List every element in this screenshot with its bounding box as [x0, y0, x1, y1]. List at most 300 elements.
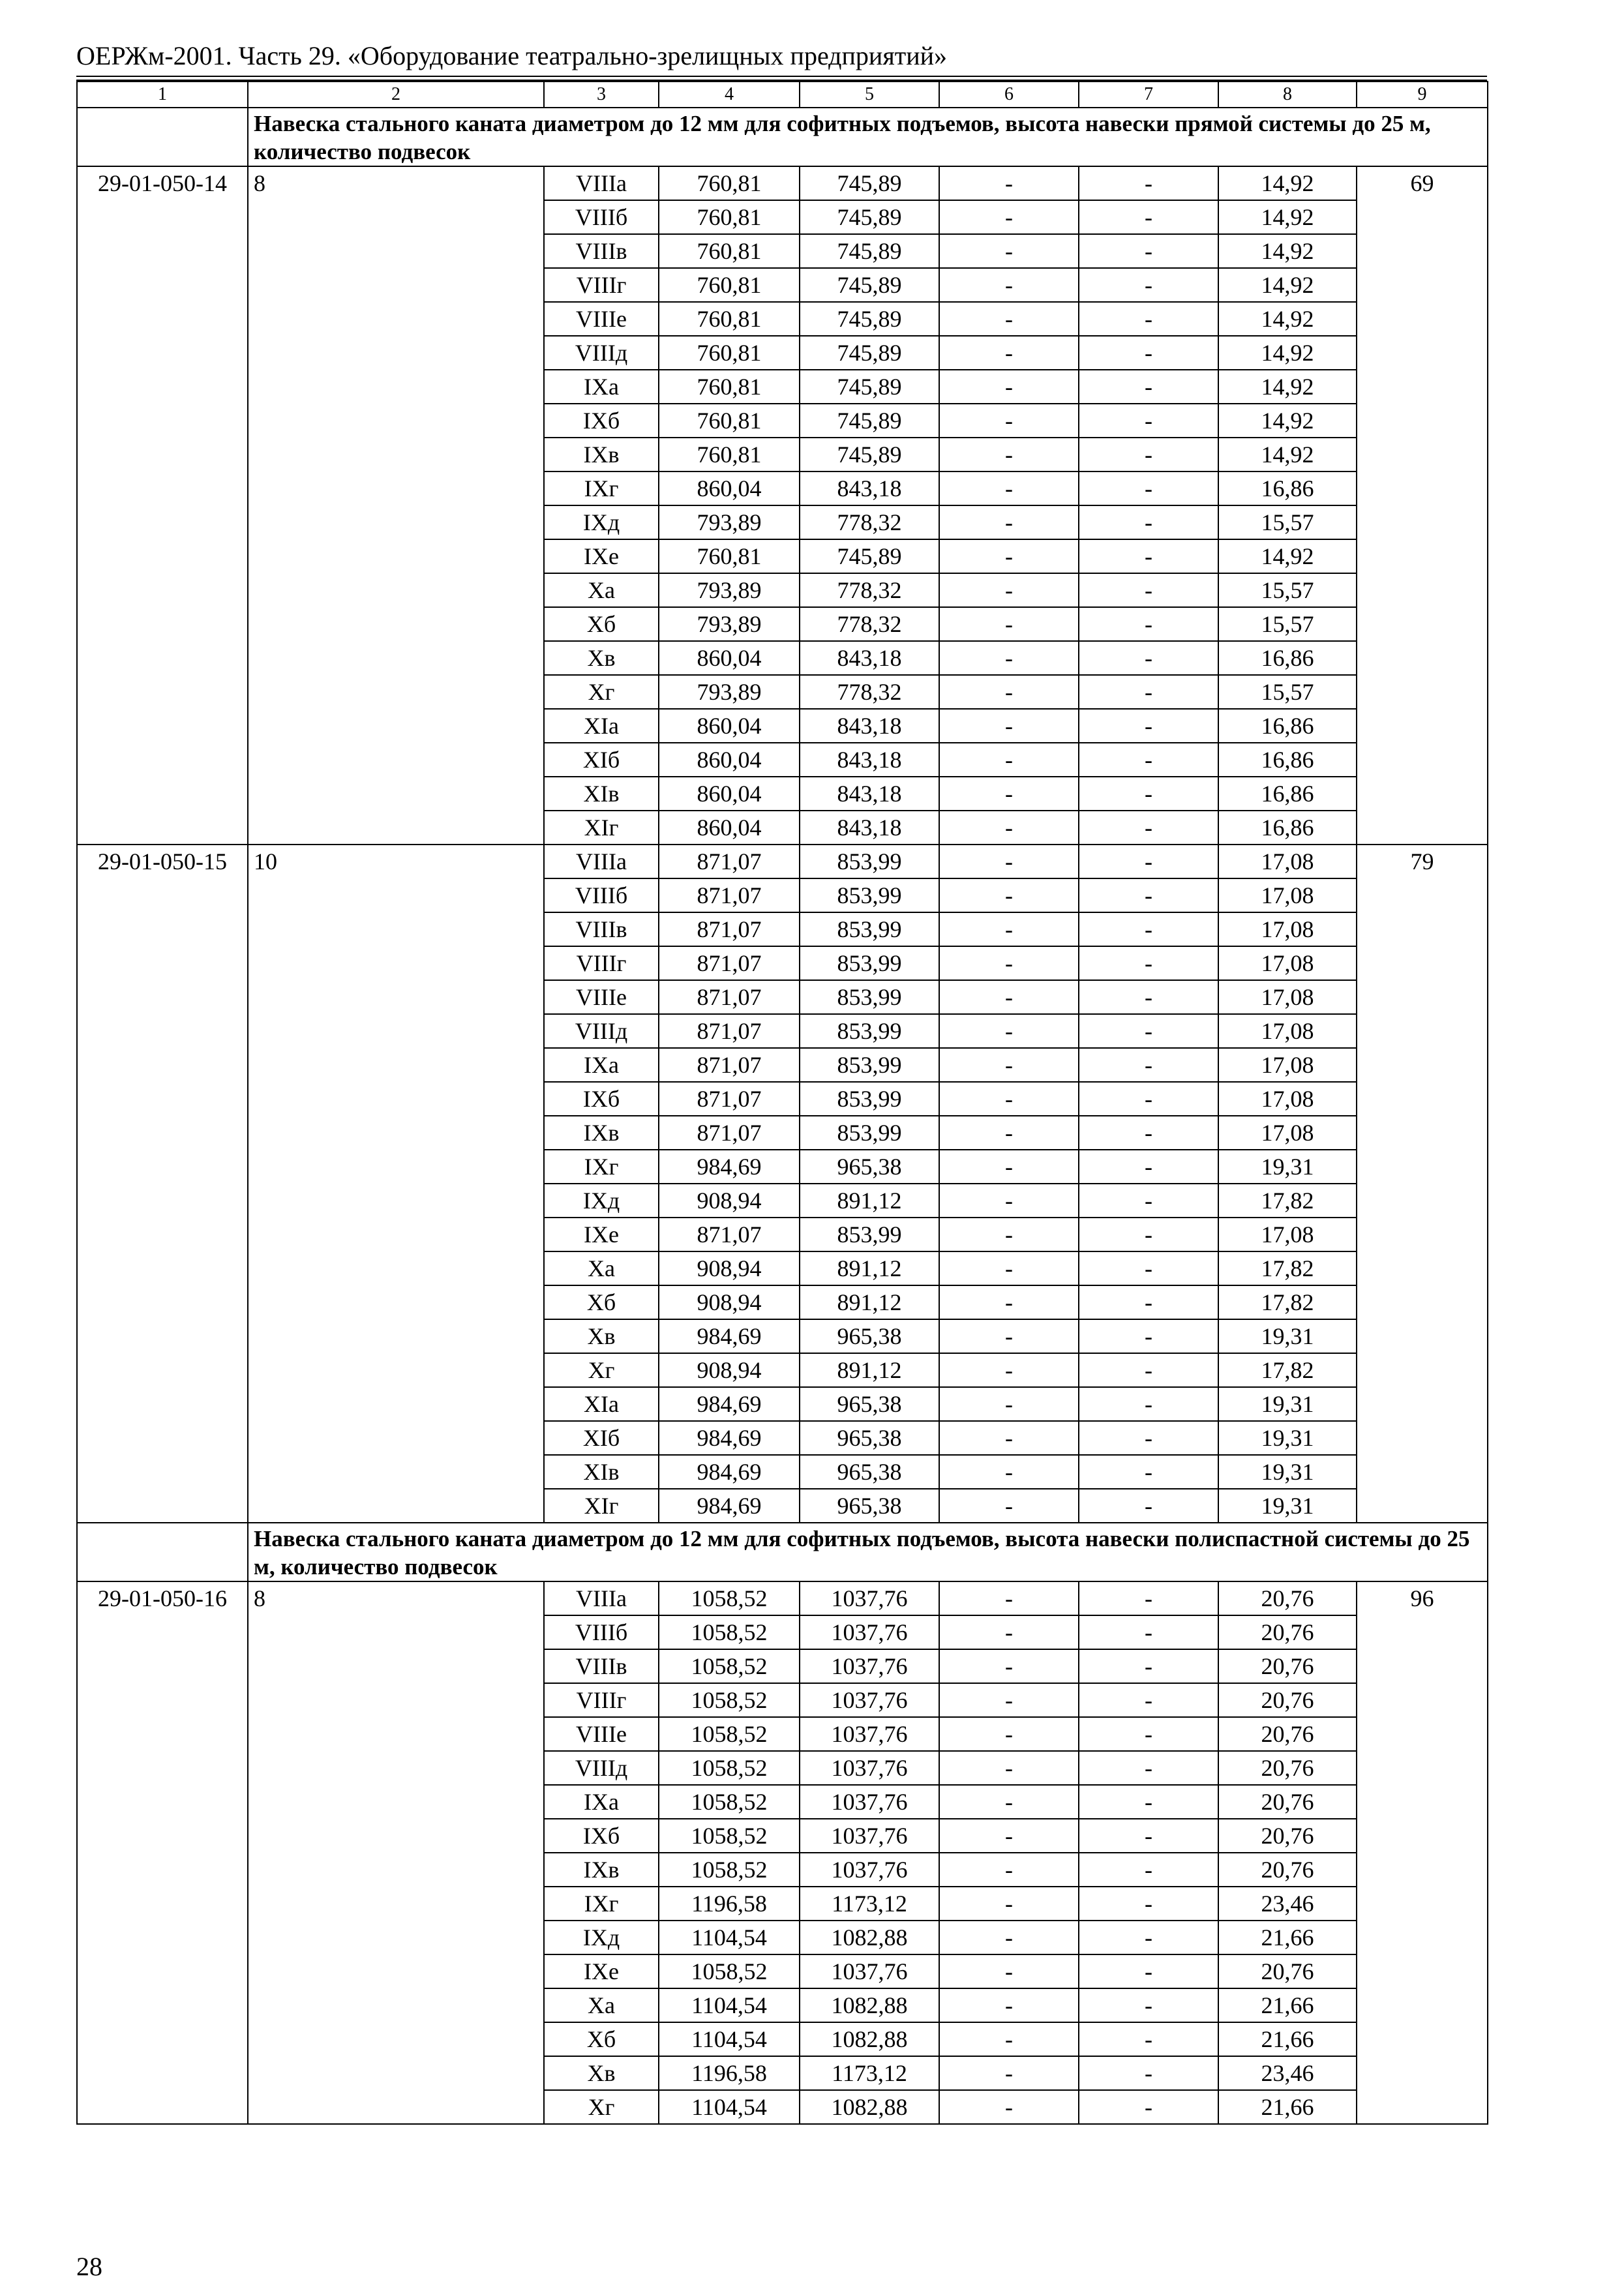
- col8-value: 16,86: [1218, 743, 1357, 777]
- col5-value: 745,89: [800, 268, 939, 302]
- col5-value: 1037,76: [800, 1615, 939, 1649]
- col4-value: 760,81: [659, 370, 800, 404]
- table-row: [77, 845, 1488, 878]
- col8-value: 16,86: [1218, 811, 1357, 845]
- col7-value: -: [1079, 641, 1218, 675]
- zone-code: VIIIа: [544, 166, 659, 200]
- norm-code: 29-01-050-14: [77, 166, 248, 845]
- col7-value: -: [1079, 1683, 1218, 1717]
- col6-value: -: [939, 505, 1079, 539]
- col5-value: 853,99: [800, 878, 939, 912]
- col6-value: -: [939, 1717, 1079, 1751]
- col7-value: -: [1079, 438, 1218, 471]
- section-header-row: [77, 1523, 1488, 1581]
- col7-value: -: [1079, 845, 1218, 878]
- zone-code: IXа: [544, 1048, 659, 1082]
- col5-value: 1082,88: [800, 2090, 939, 2124]
- col8-value: 17,08: [1218, 946, 1357, 980]
- zone-code: IXб: [544, 1819, 659, 1853]
- col6-value: -: [939, 1785, 1079, 1819]
- zone-code: VIIIб: [544, 200, 659, 234]
- col6-value: -: [939, 1251, 1079, 1285]
- col8-value: 20,76: [1218, 1649, 1357, 1683]
- col4-value: 1196,58: [659, 2056, 800, 2090]
- col7-value: -: [1079, 1853, 1218, 1887]
- col6-value: -: [939, 302, 1079, 336]
- col7-value: -: [1079, 777, 1218, 811]
- zone-code: XIб: [544, 1421, 659, 1455]
- col6-value: -: [939, 1184, 1079, 1218]
- zone-code: VIIIд: [544, 1014, 659, 1048]
- col8-value: 17,82: [1218, 1285, 1357, 1319]
- col4-value: 1058,52: [659, 1819, 800, 1853]
- col8-value: 16,86: [1218, 471, 1357, 505]
- col7-value: -: [1079, 539, 1218, 573]
- section-title: Навеска стального каната диаметром до 12 мм для софитных подъемов, высота навески прямой системы до 25 м, количество подвесок: [248, 108, 1488, 166]
- col8-value: 19,31: [1218, 1387, 1357, 1421]
- zone-code: VIIIг: [544, 268, 659, 302]
- col6-value: -: [939, 1387, 1079, 1421]
- col7-value: -: [1079, 1353, 1218, 1387]
- col7-value: -: [1079, 1887, 1218, 1921]
- col6-value: -: [939, 878, 1079, 912]
- col5-value: 891,12: [800, 1353, 939, 1387]
- col5-value: 843,18: [800, 777, 939, 811]
- col8-value: 15,57: [1218, 505, 1357, 539]
- col7-value: -: [1079, 1649, 1218, 1683]
- zone-code: IXе: [544, 539, 659, 573]
- col6-value: -: [939, 200, 1079, 234]
- col8-value: 19,31: [1218, 1455, 1357, 1489]
- col8-value: 17,08: [1218, 1014, 1357, 1048]
- col8-value: 14,92: [1218, 268, 1357, 302]
- col7-value: -: [1079, 404, 1218, 438]
- col6-value: -: [939, 1751, 1079, 1785]
- col7-value: -: [1079, 1581, 1218, 1615]
- col6-value: -: [939, 709, 1079, 743]
- zone-code: IXд: [544, 505, 659, 539]
- col6-value: -: [939, 1014, 1079, 1048]
- col4-value: 860,04: [659, 641, 800, 675]
- column-number: 8: [1218, 82, 1357, 108]
- col6-value: -: [939, 811, 1079, 845]
- col7-value: -: [1079, 573, 1218, 607]
- col8-value: 17,08: [1218, 912, 1357, 946]
- col4-value: 760,81: [659, 539, 800, 573]
- column-number-row: [77, 82, 1488, 108]
- zone-code: VIIIг: [544, 1683, 659, 1717]
- zone-code: IXг: [544, 1150, 659, 1184]
- col4-value: 871,07: [659, 878, 800, 912]
- zone-code: Xг: [544, 1353, 659, 1387]
- col4-value: 1058,52: [659, 1683, 800, 1717]
- col8-value: 14,92: [1218, 404, 1357, 438]
- col8-value: 23,46: [1218, 1887, 1357, 1921]
- zone-code: IXг: [544, 1887, 659, 1921]
- zone-code: XIг: [544, 811, 659, 845]
- col5-value: 853,99: [800, 946, 939, 980]
- col5-value: 745,89: [800, 302, 939, 336]
- col8-value: 19,31: [1218, 1421, 1357, 1455]
- section-header-row: [77, 108, 1488, 166]
- col7-value: -: [1079, 268, 1218, 302]
- col4-value: 1104,54: [659, 2022, 800, 2056]
- col4-value: 871,07: [659, 912, 800, 946]
- col5-value: 843,18: [800, 811, 939, 845]
- col4-value: 908,94: [659, 1184, 800, 1218]
- col6-value: -: [939, 2090, 1079, 2124]
- col5-value: 965,38: [800, 1319, 939, 1353]
- zone-code: IXв: [544, 438, 659, 471]
- column-number: 2: [248, 82, 544, 108]
- col7-value: -: [1079, 675, 1218, 709]
- col7-value: -: [1079, 2056, 1218, 2090]
- col8-value: 17,82: [1218, 1353, 1357, 1387]
- zone-code: XIа: [544, 1387, 659, 1421]
- col6-value: -: [939, 404, 1079, 438]
- col5-value: 843,18: [800, 709, 939, 743]
- zone-code: IXв: [544, 1116, 659, 1150]
- col4-value: 793,89: [659, 607, 800, 641]
- col4-value: 1058,52: [659, 1649, 800, 1683]
- col8-value: 19,31: [1218, 1150, 1357, 1184]
- zone-code: IXг: [544, 471, 659, 505]
- col4-value: 1104,54: [659, 1988, 800, 2022]
- col4-value: 984,69: [659, 1489, 800, 1523]
- col8-value: 21,66: [1218, 2022, 1357, 2056]
- col7-value: -: [1079, 1218, 1218, 1251]
- col5-value: 965,38: [800, 1455, 939, 1489]
- zone-code: VIIIв: [544, 1649, 659, 1683]
- col4-value: 760,81: [659, 404, 800, 438]
- zone-code: IXе: [544, 1954, 659, 1988]
- col7-value: -: [1079, 471, 1218, 505]
- zone-code: IXд: [544, 1184, 659, 1218]
- zone-code: IXе: [544, 1218, 659, 1251]
- zone-code: IXа: [544, 1785, 659, 1819]
- col7-value: -: [1079, 1251, 1218, 1285]
- col4-value: 760,81: [659, 166, 800, 200]
- col7-value: -: [1079, 1184, 1218, 1218]
- column-number: 3: [544, 82, 659, 108]
- col6-value: -: [939, 1615, 1079, 1649]
- col5-value: 853,99: [800, 1014, 939, 1048]
- col4-value: 984,69: [659, 1455, 800, 1489]
- col6-value: -: [939, 607, 1079, 641]
- zone-code: Xб: [544, 607, 659, 641]
- col4-value: 908,94: [659, 1285, 800, 1319]
- col6-value: -: [939, 1954, 1079, 1988]
- col8-value: 14,92: [1218, 438, 1357, 471]
- col4-value: 871,07: [659, 1014, 800, 1048]
- col4-value: 760,81: [659, 336, 800, 370]
- col4-value: 871,07: [659, 946, 800, 980]
- col6-value: -: [939, 166, 1079, 200]
- col4-value: 871,07: [659, 1218, 800, 1251]
- col4-value: 871,07: [659, 980, 800, 1014]
- page-header: [76, 40, 1487, 81]
- col6-value: -: [939, 1683, 1079, 1717]
- col5-value: 965,38: [800, 1489, 939, 1523]
- zone-code: VIIIа: [544, 1581, 659, 1615]
- col4-value: 1058,52: [659, 1751, 800, 1785]
- col5-value: 745,89: [800, 200, 939, 234]
- col6-value: -: [939, 268, 1079, 302]
- col7-value: -: [1079, 1421, 1218, 1455]
- col8-value: 14,92: [1218, 370, 1357, 404]
- col4-value: 1058,52: [659, 1581, 800, 1615]
- col8-value: 17,82: [1218, 1184, 1357, 1218]
- col8-value: 14,92: [1218, 539, 1357, 573]
- col5-value: 1082,88: [800, 1921, 939, 1954]
- col6-value: -: [939, 1353, 1079, 1387]
- col4-value: 984,69: [659, 1387, 800, 1421]
- col5-value: 1037,76: [800, 1954, 939, 1988]
- col5-value: 1037,76: [800, 1751, 939, 1785]
- col8-value: 20,76: [1218, 1717, 1357, 1751]
- col6-value: -: [939, 1218, 1079, 1251]
- col6-value: -: [939, 1455, 1079, 1489]
- col7-value: -: [1079, 1489, 1218, 1523]
- col6-value: -: [939, 1150, 1079, 1184]
- zone-code: Xв: [544, 1319, 659, 1353]
- norm-code: 29-01-050-16: [77, 1581, 248, 2124]
- col8-value: 14,92: [1218, 302, 1357, 336]
- header-rule: [76, 76, 1487, 77]
- col8-value: 17,08: [1218, 980, 1357, 1014]
- col7-value: -: [1079, 2090, 1218, 2124]
- col7-value: -: [1079, 2022, 1218, 2056]
- col8-value: 21,66: [1218, 1988, 1357, 2022]
- col9-value: 79: [1357, 845, 1488, 1523]
- suspension-count: 8: [248, 1581, 544, 2124]
- col7-value: -: [1079, 1082, 1218, 1116]
- col6-value: -: [939, 370, 1079, 404]
- zone-code: VIIIд: [544, 1751, 659, 1785]
- col7-value: -: [1079, 1455, 1218, 1489]
- zone-code: VIIIе: [544, 302, 659, 336]
- col6-value: -: [939, 1988, 1079, 2022]
- col4-value: 760,81: [659, 268, 800, 302]
- zone-code: Xб: [544, 1285, 659, 1319]
- col4-value: 871,07: [659, 845, 800, 878]
- col6-value: -: [939, 1116, 1079, 1150]
- col7-value: -: [1079, 505, 1218, 539]
- zone-code: VIIIв: [544, 234, 659, 268]
- col6-value: -: [939, 980, 1079, 1014]
- col7-value: -: [1079, 370, 1218, 404]
- col8-value: 14,92: [1218, 234, 1357, 268]
- col8-value: 17,08: [1218, 878, 1357, 912]
- col6-value: -: [939, 234, 1079, 268]
- column-number: 6: [939, 82, 1079, 108]
- col7-value: -: [1079, 1954, 1218, 1988]
- zone-code: Xг: [544, 675, 659, 709]
- col4-value: 793,89: [659, 505, 800, 539]
- suspension-count: 10: [248, 845, 544, 1523]
- col7-value: -: [1079, 166, 1218, 200]
- col7-value: -: [1079, 1615, 1218, 1649]
- col5-value: 778,32: [800, 505, 939, 539]
- col8-value: 17,08: [1218, 1218, 1357, 1251]
- col7-value: -: [1079, 1150, 1218, 1184]
- col7-value: -: [1079, 1751, 1218, 1785]
- col8-value: 21,66: [1218, 2090, 1357, 2124]
- norms-table: [76, 81, 1488, 2125]
- col6-value: -: [939, 641, 1079, 675]
- col4-value: 871,07: [659, 1082, 800, 1116]
- col6-value: -: [939, 1819, 1079, 1853]
- col8-value: 17,08: [1218, 845, 1357, 878]
- col6-value: -: [939, 1581, 1079, 1615]
- col7-value: -: [1079, 200, 1218, 234]
- column-number: 1: [77, 82, 248, 108]
- col6-value: -: [939, 336, 1079, 370]
- zone-code: VIIIд: [544, 336, 659, 370]
- col5-value: 1037,76: [800, 1717, 939, 1751]
- col5-value: 843,18: [800, 641, 939, 675]
- col8-value: 17,08: [1218, 1116, 1357, 1150]
- col5-value: 891,12: [800, 1184, 939, 1218]
- col8-value: 20,76: [1218, 1853, 1357, 1887]
- col4-value: 1058,52: [659, 1853, 800, 1887]
- col5-value: 965,38: [800, 1387, 939, 1421]
- col5-value: 891,12: [800, 1251, 939, 1285]
- col4-value: 1058,52: [659, 1954, 800, 1988]
- col7-value: -: [1079, 607, 1218, 641]
- zone-code: VIIIб: [544, 1615, 659, 1649]
- col8-value: 21,66: [1218, 1921, 1357, 1954]
- col5-value: 1173,12: [800, 2056, 939, 2090]
- col5-value: 1082,88: [800, 1988, 939, 2022]
- col5-value: 1082,88: [800, 2022, 939, 2056]
- col4-value: 860,04: [659, 709, 800, 743]
- section-blank-cell: [77, 1523, 248, 1581]
- col8-value: 20,76: [1218, 1615, 1357, 1649]
- col8-value: 17,82: [1218, 1251, 1357, 1285]
- col8-value: 16,86: [1218, 777, 1357, 811]
- col8-value: 15,57: [1218, 675, 1357, 709]
- col6-value: -: [939, 1421, 1079, 1455]
- col5-value: 745,89: [800, 438, 939, 471]
- zone-code: XIб: [544, 743, 659, 777]
- col7-value: -: [1079, 709, 1218, 743]
- col6-value: -: [939, 1649, 1079, 1683]
- col7-value: -: [1079, 234, 1218, 268]
- col8-value: 14,92: [1218, 336, 1357, 370]
- col4-value: 871,07: [659, 1116, 800, 1150]
- col5-value: 965,38: [800, 1421, 939, 1455]
- zone-code: XIа: [544, 709, 659, 743]
- col7-value: -: [1079, 878, 1218, 912]
- col6-value: -: [939, 2022, 1079, 2056]
- col5-value: 853,99: [800, 912, 939, 946]
- col8-value: 14,92: [1218, 200, 1357, 234]
- col5-value: 965,38: [800, 1150, 939, 1184]
- col8-value: 20,76: [1218, 1954, 1357, 1988]
- col5-value: 745,89: [800, 336, 939, 370]
- zone-code: VIIIе: [544, 1717, 659, 1751]
- zone-code: Xа: [544, 1251, 659, 1285]
- col5-value: 853,99: [800, 1218, 939, 1251]
- col7-value: -: [1079, 336, 1218, 370]
- col5-value: 1037,76: [800, 1819, 939, 1853]
- col8-value: 16,86: [1218, 641, 1357, 675]
- col4-value: 793,89: [659, 573, 800, 607]
- col5-value: 745,89: [800, 234, 939, 268]
- col8-value: 14,92: [1218, 166, 1357, 200]
- col7-value: -: [1079, 912, 1218, 946]
- zone-code: VIIIа: [544, 845, 659, 878]
- col8-value: 19,31: [1218, 1319, 1357, 1353]
- col4-value: 860,04: [659, 777, 800, 811]
- col7-value: -: [1079, 1717, 1218, 1751]
- col4-value: 760,81: [659, 234, 800, 268]
- col7-value: -: [1079, 1387, 1218, 1421]
- col5-value: 778,32: [800, 573, 939, 607]
- col7-value: -: [1079, 1819, 1218, 1853]
- col6-value: -: [939, 471, 1079, 505]
- col5-value: 1037,76: [800, 1649, 939, 1683]
- col7-value: -: [1079, 980, 1218, 1014]
- zone-code: IXд: [544, 1921, 659, 1954]
- col4-value: 908,94: [659, 1353, 800, 1387]
- col7-value: -: [1079, 1785, 1218, 1819]
- table-row: [77, 1581, 1488, 1615]
- col7-value: -: [1079, 1319, 1218, 1353]
- zone-code: XIв: [544, 777, 659, 811]
- zone-code: Xа: [544, 573, 659, 607]
- col8-value: 16,86: [1218, 709, 1357, 743]
- zone-code: Xв: [544, 2056, 659, 2090]
- zone-code: Xб: [544, 2022, 659, 2056]
- col6-value: -: [939, 1082, 1079, 1116]
- col5-value: 1037,76: [800, 1785, 939, 1819]
- col8-value: 17,08: [1218, 1048, 1357, 1082]
- col5-value: 843,18: [800, 743, 939, 777]
- col6-value: -: [939, 1921, 1079, 1954]
- zone-code: IXб: [544, 404, 659, 438]
- col6-value: -: [939, 539, 1079, 573]
- norm-code: 29-01-050-15: [77, 845, 248, 1523]
- col8-value: 20,76: [1218, 1581, 1357, 1615]
- col4-value: 1196,58: [659, 1887, 800, 1921]
- zone-code: VIIIг: [544, 946, 659, 980]
- section-blank-cell: [77, 108, 248, 166]
- zone-code: VIIIв: [544, 912, 659, 946]
- column-number: 9: [1357, 82, 1488, 108]
- col7-value: -: [1079, 1285, 1218, 1319]
- col5-value: 843,18: [800, 471, 939, 505]
- col6-value: -: [939, 1319, 1079, 1353]
- col5-value: 745,89: [800, 166, 939, 200]
- col6-value: -: [939, 946, 1079, 980]
- col4-value: 1058,52: [659, 1615, 800, 1649]
- col7-value: -: [1079, 1014, 1218, 1048]
- col8-value: 15,57: [1218, 573, 1357, 607]
- col8-value: 20,76: [1218, 1819, 1357, 1853]
- col5-value: 778,32: [800, 607, 939, 641]
- zone-code: Xв: [544, 641, 659, 675]
- col8-value: 20,76: [1218, 1751, 1357, 1785]
- col4-value: 984,69: [659, 1150, 800, 1184]
- col9-value: 96: [1357, 1581, 1488, 2124]
- col4-value: 760,81: [659, 200, 800, 234]
- col5-value: 853,99: [800, 1116, 939, 1150]
- col6-value: -: [939, 2056, 1079, 2090]
- col6-value: -: [939, 1285, 1079, 1319]
- col4-value: 908,94: [659, 1251, 800, 1285]
